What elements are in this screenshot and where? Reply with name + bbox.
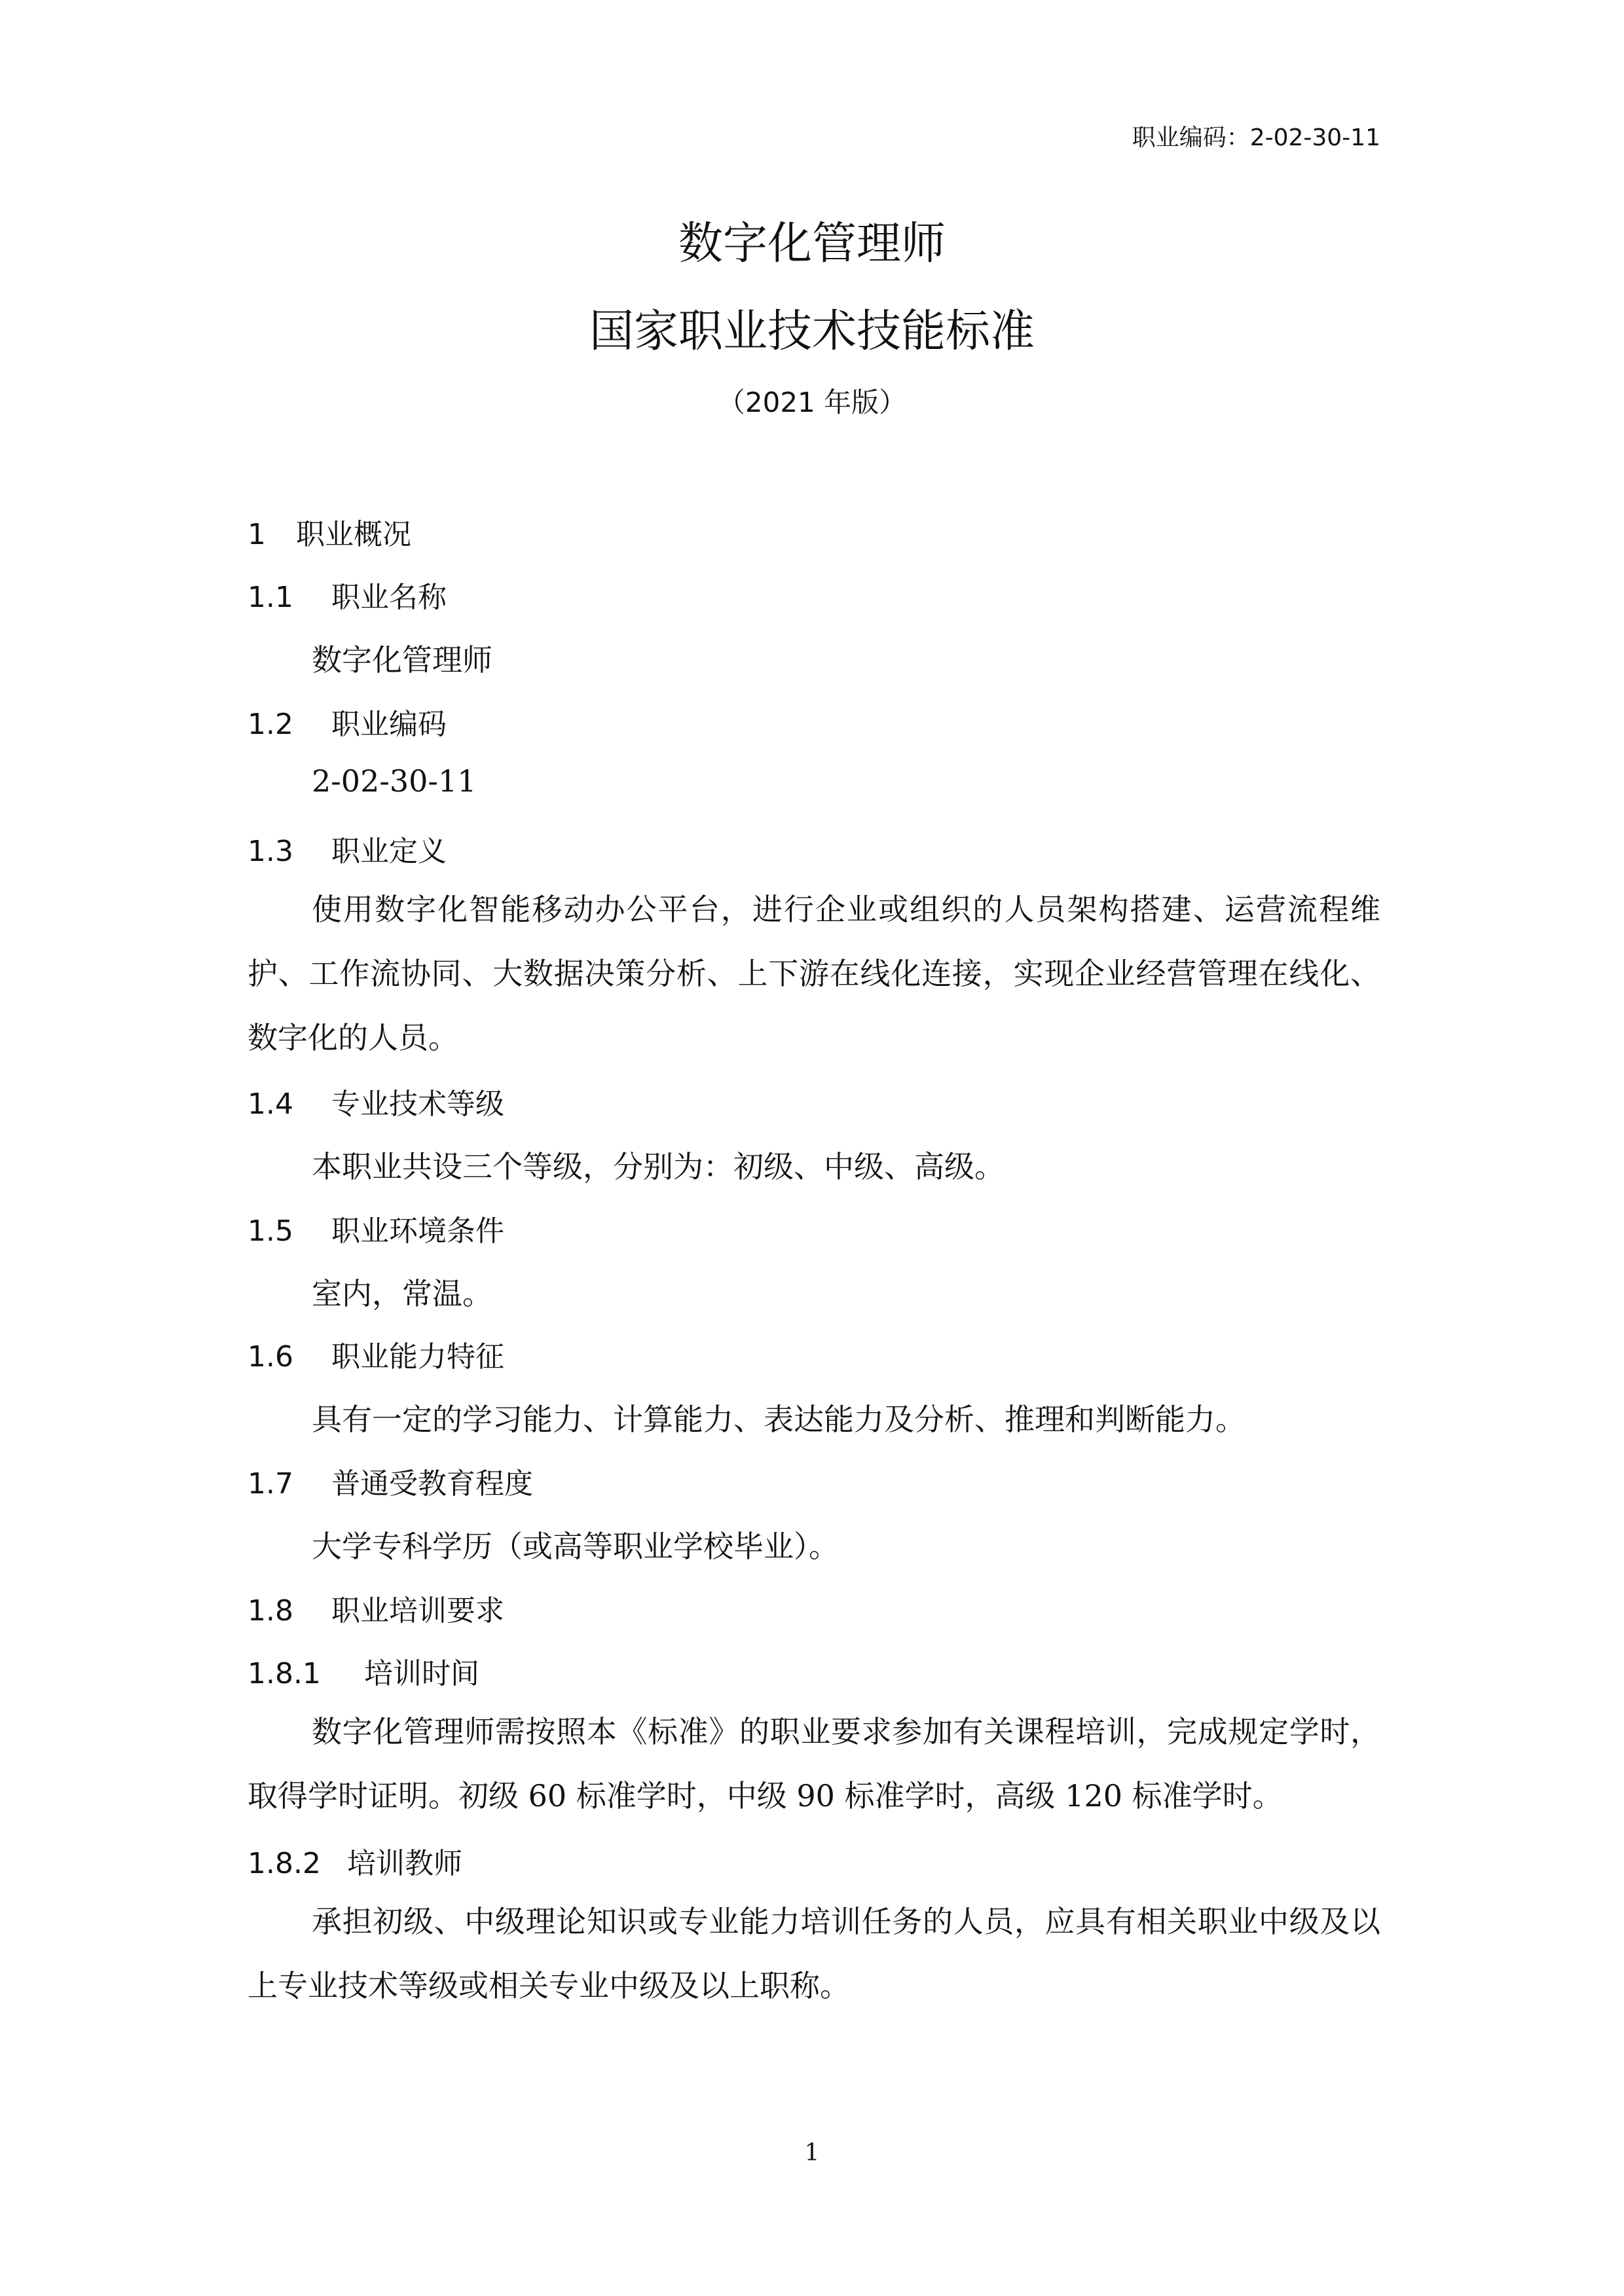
section-heading-1-6 [248, 1333, 504, 1375]
section-title: 职业概况 [296, 518, 411, 551]
section-number: 1.2 [248, 708, 293, 741]
section-title: 培训时间 [364, 1657, 479, 1690]
section-body-1-4: 本职业共设三个等级，分别为：初级、中级、高级。 [312, 1149, 1005, 1184]
section-title: 职业定义 [331, 835, 447, 868]
section-title: 职业能力特征 [331, 1340, 504, 1374]
section-number: 1.6 [248, 1340, 293, 1374]
section-number: 1.3 [248, 835, 293, 868]
section-body-1-5: 室内，常温。 [312, 1276, 492, 1311]
section-title: 职业环境条件 [331, 1214, 504, 1248]
section-number: 1 [248, 518, 266, 551]
section-title: 培训教师 [347, 1847, 462, 1880]
page-number: 1 [804, 2140, 820, 2166]
section-body-1-8-1: 数字化管理师需按照本《标准》的职业要求参加有关课程培训，完成规定学时，取得学时证明。初级 60 标准学时，中级 90 标准学时，高级 120 标准学时。 [248, 1714, 1380, 1813]
document-subtitle: 国家职业技术技能标准 [589, 306, 1035, 357]
section-body-1-8-2: 承担初级、中级理论知识或专业能力培训任务的人员，应具有相关职业中级及以上专业技术等级或相关专业中级及以上职称。 [248, 1904, 1380, 2003]
section-heading-1-8 [248, 1587, 504, 1629]
section-heading-1-2 [248, 701, 447, 742]
section-number: 1.4 [248, 1087, 293, 1121]
edition-label: （2021 年版） [717, 386, 907, 418]
section-body-1-2: 2-02-30-11 [312, 763, 477, 799]
section-body-1-3: 使用数字化智能移动办公平台，进行企业或组织的人员架构搭建、运营流程维护、工作流协同、大数据决策分析、上下游在线化连接，实现企业经营管理在线化、数字化的人员。 [248, 892, 1380, 1055]
section-heading-1-5 [248, 1207, 504, 1249]
document-title: 数字化管理师 [678, 218, 946, 270]
section-number: 1.8.1 [248, 1657, 321, 1690]
section-number: 1.5 [248, 1214, 293, 1248]
section-number: 1.1 [248, 581, 293, 614]
occupation-code-note: 职业编码：2-02-30-11 [1132, 124, 1380, 151]
section-number: 1.7 [248, 1467, 293, 1501]
section-heading-1 [248, 511, 411, 553]
section-heading-1-3 [248, 828, 447, 869]
section-heading-1-1 [248, 574, 447, 615]
section-title: 职业名称 [331, 581, 447, 614]
section-title: 普通受教育程度 [331, 1467, 533, 1501]
section-title: 职业编码 [331, 708, 447, 741]
section-heading-1-7 [248, 1460, 533, 1502]
section-body-1-7: 大学专科学历（或高等职业学校毕业）。 [312, 1529, 839, 1564]
section-heading-1-8-1 [248, 1650, 479, 1692]
section-number: 1.8 [248, 1594, 293, 1628]
section-title: 专业技术等级 [331, 1087, 504, 1121]
section-body-1-1: 数字化管理师 [312, 642, 492, 678]
section-heading-1-8-2 [248, 1840, 462, 1882]
section-title: 职业培训要求 [331, 1594, 504, 1628]
section-body-1-6: 具有一定的学习能力、计算能力、表达能力及分析、推理和判断能力。 [312, 1402, 1246, 1437]
section-number: 1.8.2 [248, 1847, 321, 1880]
section-heading-1-4 [248, 1080, 504, 1122]
